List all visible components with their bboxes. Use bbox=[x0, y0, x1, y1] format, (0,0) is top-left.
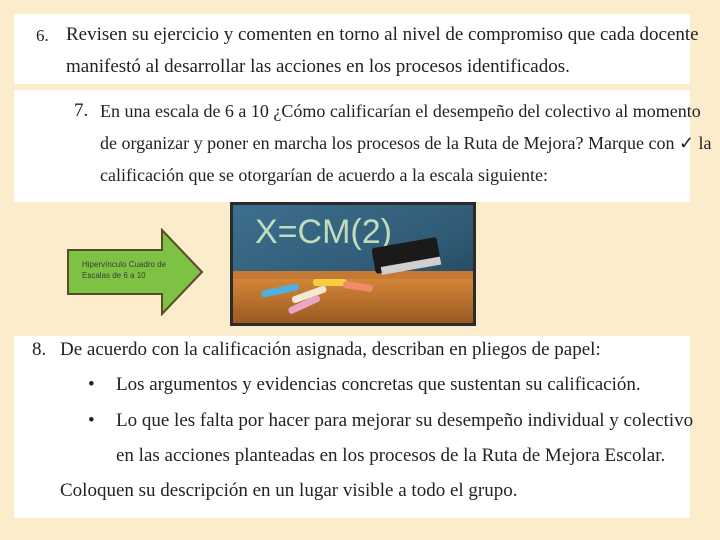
instruction-6-line2: manifestó al desarrollar las acciones en los procesos identificados. bbox=[66, 56, 570, 77]
scale-hyperlink-arrow[interactable] bbox=[66, 228, 204, 316]
board-chalk-text: X=CM(2) bbox=[255, 213, 392, 251]
chalkboard-image bbox=[230, 202, 476, 326]
bullet-item-1: Los argumentos y evidencias concretas que sustentan su calificación. bbox=[116, 374, 641, 395]
bullet-item-2-continued: en las acciones planteadas en los procesos de la Ruta de Mejora Escolar. bbox=[116, 445, 666, 466]
chalkboard-chalk-icon bbox=[233, 205, 473, 323]
item-number-7: 7. bbox=[74, 100, 89, 121]
bullet-icon: • bbox=[88, 374, 95, 395]
instruction-7-line1: En una escala de 6 a 10 ¿Cómo calificarían el desempeño del colectivo al momento bbox=[100, 101, 701, 121]
instruction-7-panel bbox=[14, 90, 712, 202]
instruction-7-line2: de organizar y poner en marcha los procesos de la Ruta de Mejora? Marque con ✓ la bbox=[100, 133, 712, 153]
bullet-item-2: Lo que les falta por hacer para mejorar su desempeño individual y colectivo bbox=[116, 410, 694, 431]
item-number-8: 8. bbox=[32, 339, 47, 360]
hyperlink-label[interactable]: Hipervínculo Cuadro de Escalas de 6 a 10 bbox=[82, 260, 167, 280]
instruction-6-panel bbox=[14, 14, 699, 84]
instruction-8-panel bbox=[14, 336, 694, 518]
instruction-8-intro: De acuerdo con la calificación asignada, describan en pliegos de papel: bbox=[60, 339, 601, 360]
item-number-6: 6. bbox=[36, 26, 49, 45]
instruction-8-closing: Coloquen su descripción en un lugar visible a todo el grupo. bbox=[60, 480, 518, 501]
instruction-6-line1: Revisen su ejercicio y comenten en torno al nivel de compromiso que cada docente bbox=[66, 24, 699, 45]
bullet-icon: • bbox=[88, 410, 95, 431]
instruction-7-line3: calificación que se otorgarían de acuerdo a la escala siguiente: bbox=[100, 165, 548, 185]
